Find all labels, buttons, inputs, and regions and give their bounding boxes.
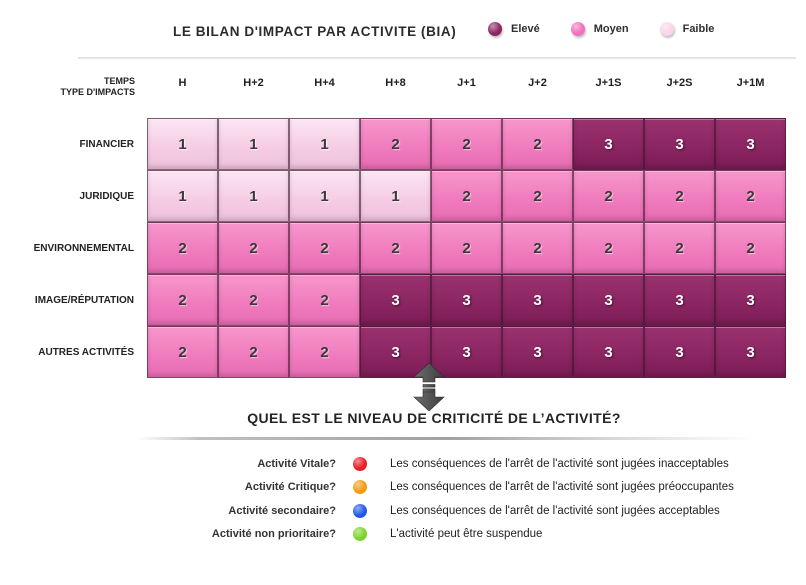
impact-legend-label: Moyen bbox=[593, 23, 629, 35]
column-header-h+2: H+2 bbox=[243, 77, 264, 89]
matrix-cell: 3 bbox=[715, 326, 786, 378]
matrix-cell: 2 bbox=[715, 222, 786, 274]
criticality-label: Activité Vitale? bbox=[257, 457, 336, 470]
matrix-cell: 2 bbox=[502, 222, 573, 274]
impact-legend-label: Faible bbox=[682, 23, 715, 35]
question-divider bbox=[138, 437, 756, 440]
matrix-cell: 2 bbox=[573, 222, 644, 274]
impact-legend bbox=[488, 22, 745, 36]
matrix-cell: 1 bbox=[147, 118, 218, 170]
moyen-dot-icon bbox=[571, 22, 585, 36]
matrix-cell: 3 bbox=[360, 274, 431, 326]
matrix-cell: 3 bbox=[644, 118, 715, 170]
double-arrow-icon bbox=[412, 363, 446, 411]
matrix-cell: 2 bbox=[502, 118, 573, 170]
matrix-cell: 2 bbox=[147, 274, 218, 326]
matrix-cell: 3 bbox=[573, 274, 644, 326]
impact-legend-item-faible bbox=[660, 22, 715, 36]
column-header-h+4: H+4 bbox=[314, 77, 335, 89]
criticality-dot-cell bbox=[340, 457, 380, 471]
matrix-corner-label bbox=[8, 66, 147, 100]
column-header-h+8: H+8 bbox=[385, 77, 406, 89]
matrix-cell: 2 bbox=[431, 170, 502, 222]
impact-matrix bbox=[8, 66, 786, 378]
matrix-cell: 1 bbox=[360, 170, 431, 222]
matrix-cell: 3 bbox=[502, 274, 573, 326]
matrix-cell: 2 bbox=[218, 222, 289, 274]
column-header-j+2s: J+2S bbox=[666, 77, 693, 89]
column-header-j+1: J+1 bbox=[457, 77, 476, 89]
criticality-label: Activité non prioritaire? bbox=[211, 528, 336, 541]
matrix-cell: 3 bbox=[644, 274, 715, 326]
matrix-cell: 3 bbox=[715, 118, 786, 170]
corner-label-temps: TEMPS bbox=[103, 75, 135, 86]
column-header-h: H bbox=[178, 77, 187, 89]
matrix-cell: 2 bbox=[360, 222, 431, 274]
matrix-cell: 2 bbox=[644, 170, 715, 222]
matrix-cell: 3 bbox=[715, 274, 786, 326]
matrix-cell: 1 bbox=[218, 118, 289, 170]
row-label: FINANCIER bbox=[79, 138, 134, 150]
criticality-dot-icon bbox=[353, 457, 367, 471]
row-label: ENVIRONNEMENTAL bbox=[33, 242, 134, 254]
row-label: AUTRES ACTIVITÉS bbox=[38, 346, 134, 358]
matrix-cell: 2 bbox=[289, 274, 360, 326]
matrix-cell: 2 bbox=[289, 326, 360, 378]
matrix-cell: 2 bbox=[289, 222, 360, 274]
matrix-cell: 2 bbox=[644, 222, 715, 274]
criticality-dot-icon bbox=[353, 504, 367, 518]
criticality-dot-icon bbox=[353, 480, 367, 494]
faible-dot-icon bbox=[660, 22, 674, 36]
matrix-cell: 2 bbox=[715, 170, 786, 222]
criticality-dot-icon bbox=[353, 527, 367, 541]
criticality-description: Les conséquences de l'arrêt de l'activité sont jugées inacceptables bbox=[390, 457, 729, 470]
criticality-dot-cell bbox=[340, 527, 380, 541]
criticality-label: Activité secondaire? bbox=[228, 504, 336, 517]
title-divider bbox=[78, 57, 796, 60]
matrix-cell: 1 bbox=[289, 170, 360, 222]
criticality-dot-cell bbox=[340, 504, 380, 518]
matrix-cell: 2 bbox=[573, 170, 644, 222]
impact-legend-label: Elevé bbox=[511, 23, 540, 35]
matrix-cell: 2 bbox=[147, 222, 218, 274]
matrix-cell: 2 bbox=[502, 170, 573, 222]
matrix-cell: 2 bbox=[431, 118, 502, 170]
criticality-description: Les conséquences de l'arrêt de l'activité sont jugées acceptables bbox=[390, 504, 720, 517]
impact-legend-item-eleve bbox=[488, 22, 540, 36]
matrix-cell: 3 bbox=[431, 326, 502, 378]
criticality-description: Les conséquences de l'arrêt de l'activité sont jugées préoccupantes bbox=[390, 481, 734, 494]
matrix-cell: 3 bbox=[573, 326, 644, 378]
matrix-cell: 2 bbox=[147, 326, 218, 378]
eleve-dot-icon bbox=[488, 22, 502, 36]
matrix-cell: 3 bbox=[431, 274, 502, 326]
matrix-cell: 2 bbox=[431, 222, 502, 274]
matrix-cell: 1 bbox=[289, 118, 360, 170]
column-header-j+1s: J+1S bbox=[595, 77, 622, 89]
criticality-question: QUEL EST LE NIVEAU DE CRITICITÉ DE L’ACTIVITÉ? bbox=[247, 410, 621, 426]
impact-legend-item-moyen bbox=[571, 22, 629, 36]
matrix-cell: 3 bbox=[573, 118, 644, 170]
column-header-j+2: J+2 bbox=[528, 77, 547, 89]
criticality-label: Activité Critique? bbox=[244, 481, 336, 494]
criticality-dot-cell bbox=[340, 480, 380, 494]
matrix-cell: 3 bbox=[502, 326, 573, 378]
row-label: IMAGE/RÉPUTATION bbox=[34, 294, 134, 306]
page-title: LE BILAN D'IMPACT PAR ACTIVITE (BIA) bbox=[173, 24, 457, 39]
criticality-description: L'activité peut être suspendue bbox=[390, 528, 543, 541]
row-label: JURIDIQUE bbox=[79, 190, 134, 202]
matrix-cell: 2 bbox=[218, 274, 289, 326]
matrix-cell: 1 bbox=[147, 170, 218, 222]
matrix-cell: 1 bbox=[218, 170, 289, 222]
matrix-cell: 2 bbox=[360, 118, 431, 170]
matrix-cell: 2 bbox=[218, 326, 289, 378]
matrix-cell: 3 bbox=[360, 326, 431, 378]
corner-label-type-impacts: TYPE D'IMPACTS bbox=[60, 86, 135, 97]
criticality-legend bbox=[95, 452, 734, 546]
matrix-cell: 3 bbox=[644, 326, 715, 378]
column-header-j+1m: J+1M bbox=[736, 77, 765, 89]
